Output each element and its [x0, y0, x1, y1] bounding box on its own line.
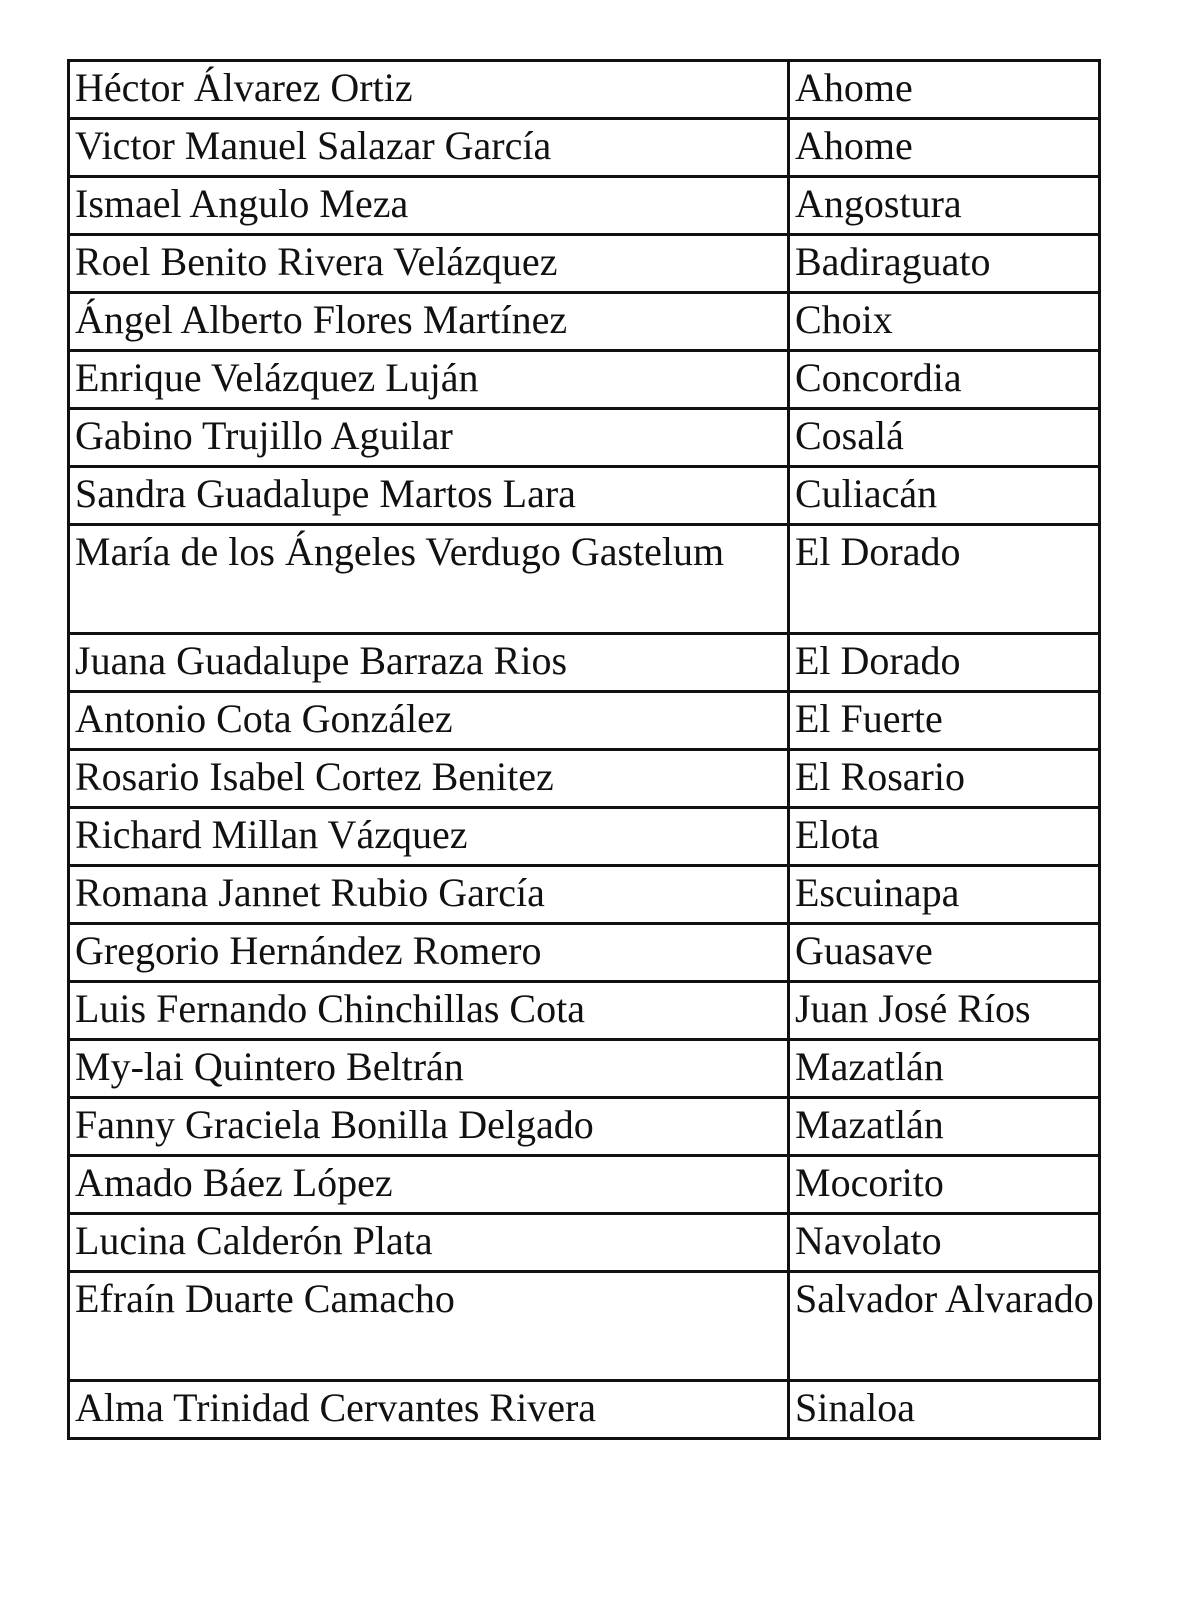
name-cell: Efraín Duarte Camacho [69, 1272, 789, 1381]
municipality-cell: Concordia [789, 351, 1100, 409]
municipality-cell: Elota [789, 808, 1100, 866]
table-row [69, 808, 1100, 866]
name-cell: Héctor Álvarez Ortiz [69, 61, 789, 119]
municipality-cell: El Rosario [789, 750, 1100, 808]
table-row [69, 293, 1100, 351]
name-cell: Richard Millan Vázquez [69, 808, 789, 866]
names-municipalities-table [67, 59, 1101, 1440]
name-cell: Sandra Guadalupe Martos Lara [69, 467, 789, 525]
municipality-cell: Mazatlán [789, 1098, 1100, 1156]
municipality-cell: Guasave [789, 924, 1100, 982]
name-cell: Luis Fernando Chinchillas Cota [69, 982, 789, 1040]
municipality-cell: El Dorado [789, 634, 1100, 692]
table-row [69, 119, 1100, 177]
table-row [69, 351, 1100, 409]
name-cell: Enrique Velázquez Luján [69, 351, 789, 409]
municipality-cell: Ahome [789, 119, 1100, 177]
name-cell: Victor Manuel Salazar García [69, 119, 789, 177]
municipality-cell: Choix [789, 293, 1100, 351]
name-cell: Alma Trinidad Cervantes Rivera [69, 1381, 789, 1439]
municipality-cell: Badiraguato [789, 235, 1100, 293]
municipality-cell: El Dorado [789, 525, 1100, 634]
municipality-cell: Escuinapa [789, 866, 1100, 924]
name-cell: Amado Báez López [69, 1156, 789, 1214]
name-cell: Fanny Graciela Bonilla Delgado [69, 1098, 789, 1156]
table-row [69, 61, 1100, 119]
table-row [69, 750, 1100, 808]
municipality-cell: Mocorito [789, 1156, 1100, 1214]
table-row [69, 1156, 1100, 1214]
municipality-cell: Culiacán [789, 467, 1100, 525]
table-row [69, 1272, 1100, 1381]
municipality-cell: Salvador Alvarado [789, 1272, 1100, 1381]
name-cell: Ismael Angulo Meza [69, 177, 789, 235]
name-cell: Gabino Trujillo Aguilar [69, 409, 789, 467]
table-row [69, 1214, 1100, 1272]
table-row [69, 1098, 1100, 1156]
table-row [69, 924, 1100, 982]
municipality-cell: Cosalá [789, 409, 1100, 467]
municipality-cell: Navolato [789, 1214, 1100, 1272]
table-row [69, 1040, 1100, 1098]
municipality-cell: Mazatlán [789, 1040, 1100, 1098]
table-row [69, 467, 1100, 525]
table-row [69, 692, 1100, 750]
municipality-cell: Juan José Ríos [789, 982, 1100, 1040]
table-row [69, 409, 1100, 467]
table-row [69, 177, 1100, 235]
table-row [69, 235, 1100, 293]
name-cell: Romana Jannet Rubio García [69, 866, 789, 924]
municipality-cell: El Fuerte [789, 692, 1100, 750]
name-cell: Roel Benito Rivera Velázquez [69, 235, 789, 293]
name-cell: My-lai Quintero Beltrán [69, 1040, 789, 1098]
table-row [69, 525, 1100, 634]
municipality-cell: Angostura [789, 177, 1100, 235]
table-row [69, 866, 1100, 924]
municipality-cell: Sinaloa [789, 1381, 1100, 1439]
name-cell: Antonio Cota González [69, 692, 789, 750]
municipality-cell: Ahome [789, 61, 1100, 119]
table-row [69, 634, 1100, 692]
name-cell: Gregorio Hernández Romero [69, 924, 789, 982]
name-cell: María de los Ángeles Verdugo Gastelum [69, 525, 789, 634]
name-cell: Lucina Calderón Plata [69, 1214, 789, 1272]
name-cell: Ángel Alberto Flores Martínez [69, 293, 789, 351]
name-cell: Juana Guadalupe Barraza Rios [69, 634, 789, 692]
table-row [69, 982, 1100, 1040]
table-row [69, 1381, 1100, 1439]
name-cell: Rosario Isabel Cortez Benitez [69, 750, 789, 808]
